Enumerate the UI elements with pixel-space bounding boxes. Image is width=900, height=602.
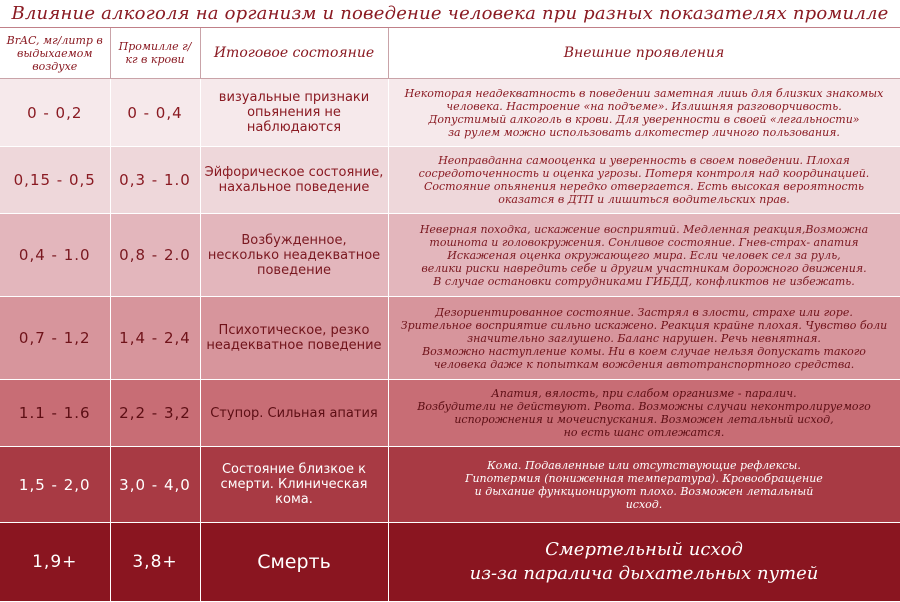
signs-text [388, 447, 900, 523]
signs-text [388, 380, 900, 447]
state-text: Эйфорическое состояние, нахальное поведение [200, 147, 388, 214]
promille-value: 3,0 - 4,0 [110, 447, 200, 523]
signs-line: Возможно наступление комы. Ни в коем случае нельзя допускать такого [422, 344, 866, 358]
signs-line: Некоторая неадекватность в поведении заметная лишь для близких знакомых [404, 86, 884, 100]
signs-text [388, 214, 900, 297]
signs-text [388, 523, 900, 602]
state-text: Ступор. Сильная апатия [200, 380, 388, 447]
state-text: Смерть [200, 523, 388, 602]
header-promille: Промилле г/кг в крови [110, 28, 200, 79]
signs-line: сосредоточенность и оценка угрозы. Потеря контроля над координацией. [418, 167, 870, 180]
signs-line: и дыхание функционируют плохо. Возможен летальный [474, 484, 814, 498]
brac-value: 1.1 - 1.6 [0, 380, 110, 447]
promille-value: 0,8 - 2.0 [110, 214, 200, 297]
signs-line: из-за паралича дыхательных путей [469, 563, 819, 584]
state-text: Возбужденное, несколько неадекватное поведение [200, 214, 388, 297]
table-header-row [0, 28, 900, 79]
promille-value: 0,3 - 1.0 [110, 147, 200, 214]
table-row [0, 297, 900, 380]
signs-line: человека даже к попыткам вождения автотранспортного средства. [433, 357, 855, 371]
brac-value: 0 - 0,2 [0, 79, 110, 147]
table-row [0, 214, 900, 297]
promille-value: 2,2 - 3,2 [110, 380, 200, 447]
header-state: Итоговое состояние [200, 28, 388, 79]
signs-line: но есть шанс отлежатся. [563, 426, 725, 439]
page-title: Влияние алкоголя на организм и поведение человека при разных показателях промилле [11, 3, 889, 24]
brac-value: 0,4 - 1.0 [0, 214, 110, 297]
signs-line: Дезориентированное состояние. Застрял в злости, страхе или горе. [435, 305, 853, 319]
signs-line: велики риски навредить себе и другим участникам дорожного движения. [421, 261, 867, 275]
signs-line: Неоправданна самооценка и уверенность в своем поведении. Плохая [438, 154, 850, 167]
signs-text [388, 297, 900, 380]
alcohol-effects-table [0, 28, 900, 602]
signs-line: Апатия, вялость, при слабом организме - паралич. [491, 387, 797, 400]
signs-line: Искаженая оценка окружающего мира. Если человек сел за руль, [447, 248, 841, 262]
signs-line: тошнота и головокружения. Сонливое состояние. Гнев-страх- апатия [429, 235, 859, 249]
state-text: Психотическое, резко неадекватное поведение [200, 297, 388, 380]
state-text: визуальные признаки опьянения не наблюдаются [200, 79, 388, 147]
header-signs: Внешние проявления [388, 28, 900, 79]
promille-value: 0 - 0,4 [110, 79, 200, 147]
signs-line: значительно заглушено. Баланс нарушен. Речь невнятная. [467, 331, 821, 345]
table-row-death [0, 523, 900, 602]
signs-line: Зрительное восприятие сильно искажено. Реакция крайне плохая. Чувство боли [400, 318, 888, 332]
signs-line: испорожнения и мочеиспускания. Возможен летальный исход, [454, 413, 834, 426]
header-brac: BrAC, мг/литр в выдыхаемом воздухе [0, 28, 110, 79]
table-row [0, 380, 900, 447]
brac-value: 0,7 - 1,2 [0, 297, 110, 380]
signs-line: Состояние опьянения нередко отвергается. Есть высокая вероятность [423, 180, 865, 193]
signs-line: Допустимый алкоголь в крови. Для уверенности в своей «легальности» [428, 112, 860, 126]
signs-line: Гипотермия (пониженная температура). Кровообращение [465, 471, 823, 485]
signs-text [388, 147, 900, 214]
signs-line: Возбудители не действуют. Рвота. Возможны случаи неконтролируемого [417, 400, 871, 413]
table-row [0, 447, 900, 523]
promille-value: 3,8+ [110, 523, 200, 602]
signs-line: Кома. Подавленные или отсутствующие рефлексы. [487, 458, 801, 472]
table-row [0, 147, 900, 214]
state-text: Состояние близкое к смерти. Клиническая кома. [200, 447, 388, 523]
brac-value: 0,15 - 0,5 [0, 147, 110, 214]
promille-value: 1,4 - 2,4 [110, 297, 200, 380]
signs-line: человека. Настроение «на подъеме». Излишняя разговорчивость. [446, 99, 842, 113]
signs-line: Неверная походка, искажение восприятий. Медленная реакция,Возможна [419, 222, 869, 236]
signs-line: В случае остановки сотрудниками ГИБДД, конфликтов не избежать. [433, 274, 855, 288]
signs-line: за рулем можно использовать алкотестер личного пользования. [448, 125, 840, 139]
brac-value: 1,9+ [0, 523, 110, 602]
signs-line: исход. [625, 497, 663, 511]
brac-value: 1,5 - 2,0 [0, 447, 110, 523]
signs-line: оказатся в ДТП и лишиться водительских прав. [498, 193, 790, 206]
signs-line: Смертельный исход [545, 539, 743, 560]
signs-text [388, 79, 900, 147]
table-row [0, 79, 900, 147]
